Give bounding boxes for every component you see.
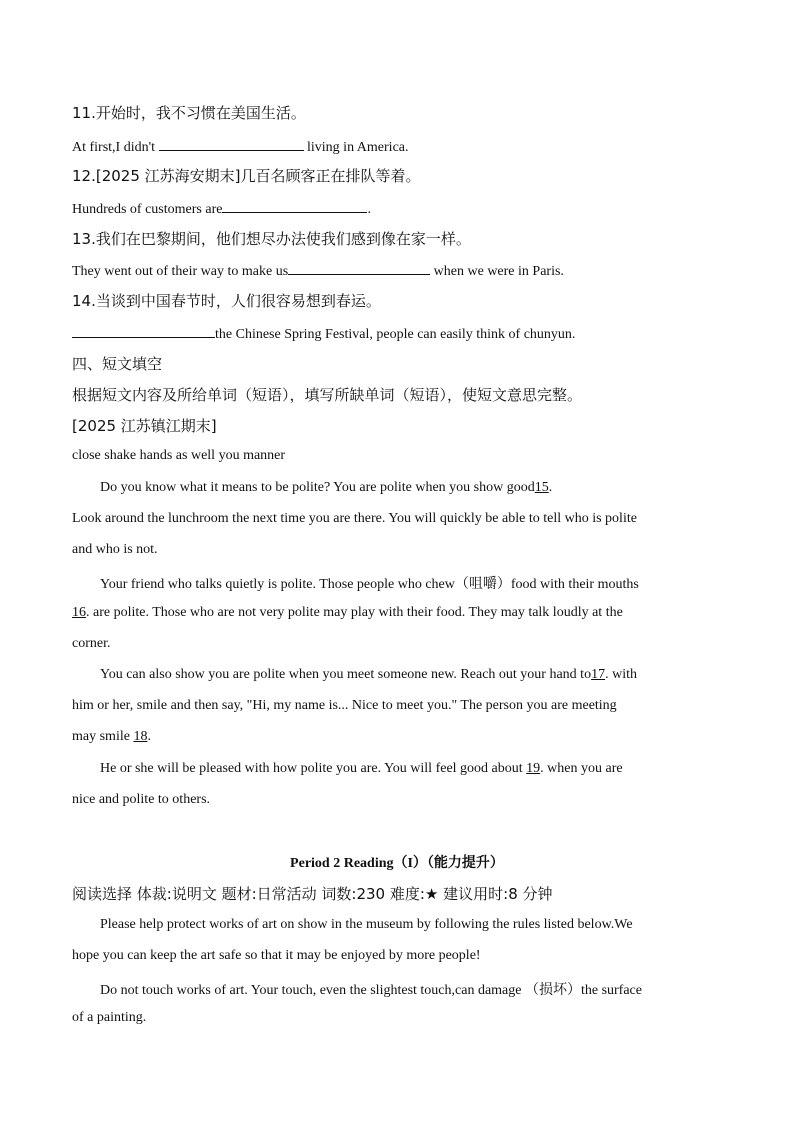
reading-line: Do not touch works of art. Your touch, even the slightest touch,can damage （损坏）the surface <box>100 983 642 998</box>
question-14-blank[interactable] <box>72 324 215 338</box>
question-14-chinese: 14.当谈到中国春节时，人们很容易想到春运。 <box>72 292 381 310</box>
passage-text: . are polite. Those who are not very polite may play with their food. They may talk loudly at the <box>86 605 623 620</box>
blank-number-17[interactable]: 17 <box>591 667 606 682</box>
question-11-english <box>72 137 409 156</box>
reading-meta: 阅读选择 体裁:说明文 题材:日常活动 词数:230 难度:★ 建议用时:8 分钟 <box>72 885 553 903</box>
reading-line: hope you can keep the art safe so that it may be enjoyed by more people! <box>72 948 481 963</box>
question-13-text-before: They went out of their way to make us <box>72 264 289 279</box>
question-13-english <box>72 261 564 280</box>
question-13-text-after: when we were in Paris. <box>430 264 564 279</box>
passage-text: . when you are <box>540 761 623 776</box>
passage-line <box>100 480 552 496</box>
passage-text: Do you know what it means to be polite? You are polite when you show good <box>100 480 535 495</box>
passage-line: corner. <box>72 636 111 651</box>
question-12-english <box>72 199 371 218</box>
blank-number-16[interactable]: 16 <box>72 605 86 620</box>
passage-line: nice and polite to others. <box>72 792 211 807</box>
section-instruction: 根据短文内容及所给单词（短语），填写所缺单词（短语），使短文意思完整。 <box>72 386 583 404</box>
period-title: Period 2 Reading（I） <box>290 856 427 871</box>
passage-text: He or she will be pleased with how polite you are. You will feel good about <box>100 761 527 776</box>
question-14-english <box>72 324 575 343</box>
blank-number-19[interactable]: 19 <box>526 761 541 776</box>
passage-line: him or her, smile and then say, "Hi, my name is... Nice to meet you." The person you are meeting <box>72 698 617 713</box>
question-12-text-after: . <box>367 202 371 217</box>
passage-line: and who is not. <box>72 542 158 557</box>
question-12-chinese: 12.[2025 江苏海安期末]几百名顾客正在排队等着。 <box>72 167 421 185</box>
question-13-blank[interactable] <box>288 261 430 275</box>
question-13-chinese: 13.我们在巴黎期间，他们想尽办法使我们感到像在家一样。 <box>72 230 471 248</box>
question-12-text-before: Hundreds of customers are <box>72 202 223 217</box>
passage-line <box>100 667 637 683</box>
passage-text: You can also show you are polite when you meet someone new. Reach out your hand to <box>100 667 592 682</box>
question-11-blank[interactable] <box>159 137 304 151</box>
section-title: 四、短文填空 <box>72 355 163 373</box>
blank-number-18[interactable]: 18 <box>133 729 148 744</box>
blank-number-15[interactable]: 15 <box>534 480 549 495</box>
passage-text: may smile <box>72 729 134 744</box>
word-bank: close shake hands as well you manner <box>72 448 286 463</box>
passage-text: . <box>147 729 151 744</box>
passage-line <box>72 729 151 745</box>
passage-line <box>72 605 623 621</box>
period-subtitle: （能力提升） <box>426 855 504 871</box>
passage-line: Your friend who talks quietly is polite. Those people who chew（咀嚼）food with their mouths <box>100 577 639 592</box>
question-11-text-before: At first,I didn't <box>72 140 159 155</box>
question-14-text-after: the Chinese Spring Festival, people can easily think of chunyun. <box>215 327 576 342</box>
passage-text: . with <box>605 667 637 682</box>
reading-line: Please help protect works of art on show in the museum by following the rules listed below.We <box>100 917 633 932</box>
period-heading <box>0 852 794 872</box>
reading-line: of a painting. <box>72 1010 147 1025</box>
passage-line <box>100 761 623 777</box>
question-11-text-after: living in America. <box>303 140 409 155</box>
passage-line: Look around the lunchroom the next time you are there. You will quickly be able to tell who is polite <box>72 511 637 526</box>
passage-text: . <box>548 480 553 495</box>
question-11-chinese: 11.开始时，我不习惯在美国生活。 <box>72 104 306 122</box>
question-12-blank[interactable] <box>222 199 367 213</box>
section-source: [2025 江苏镇江期末] <box>72 417 217 435</box>
